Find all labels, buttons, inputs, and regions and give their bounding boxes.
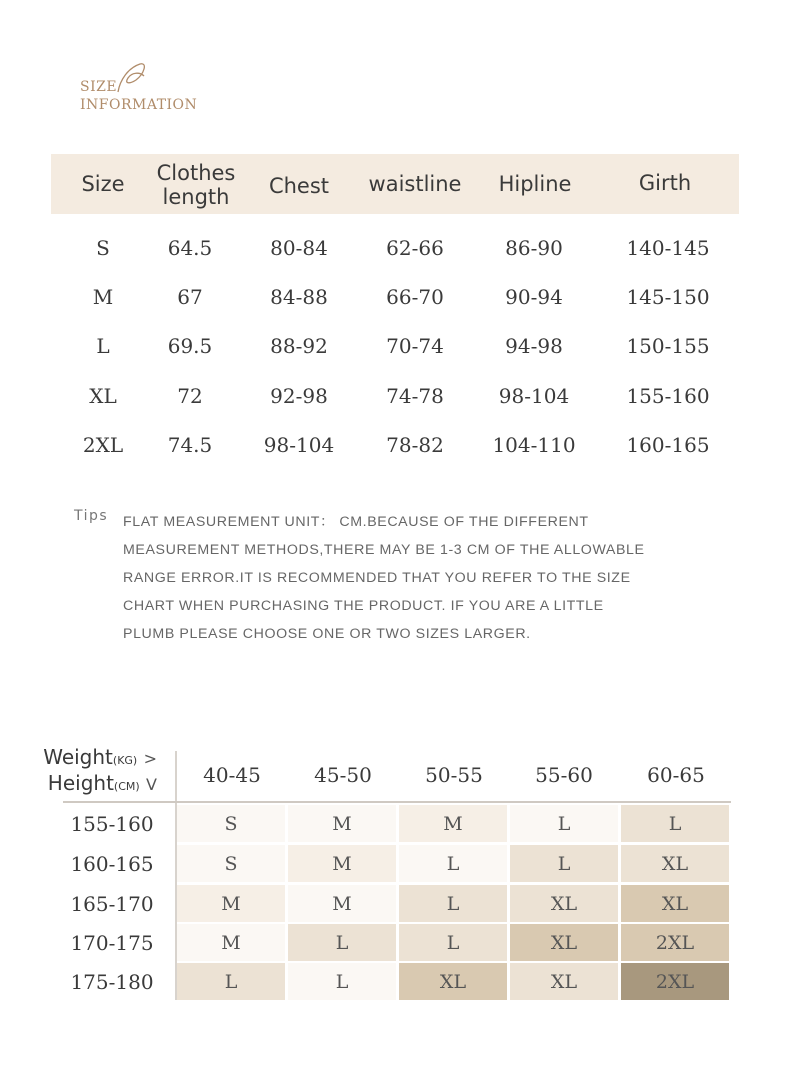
- height-range-header: 155-160: [70, 812, 154, 836]
- height-range-header: 170-175: [70, 931, 154, 955]
- grid-horizontal-divider: [63, 801, 731, 803]
- recommended-size-cell: M: [177, 924, 285, 961]
- measurement-cell: 94-98: [505, 334, 563, 358]
- height-label: [48, 771, 157, 795]
- height-label-text: Height: [47, 771, 114, 795]
- tips-line: MEASUREMENT METHODS,THERE MAY BE 1-3 CM OF THE ALLOWABLE: [123, 542, 645, 558]
- weight-range-header: 50-55: [425, 763, 483, 787]
- measurement-cell: 69.5: [167, 334, 213, 358]
- measurement-cell: 74.5: [167, 433, 213, 457]
- tips-line: FLAT MEASUREMENT UNIT： CM.BECAUSE OF THE DIFFERENT: [123, 514, 589, 530]
- measurement-cell: 67: [177, 285, 203, 309]
- measurement-cell: 145-150: [626, 285, 710, 309]
- recommended-size-cell: S: [177, 805, 285, 842]
- header-clothes-length: [157, 161, 236, 209]
- recommended-size-cell: XL: [510, 885, 618, 922]
- recommended-size-cell: XL: [510, 924, 618, 961]
- recommended-size-cell: M: [288, 845, 396, 882]
- measurement-cell: 92-98: [270, 384, 328, 408]
- measurement-cell: 72: [177, 384, 203, 408]
- tips-text: [123, 508, 733, 648]
- recommended-size-cell: XL: [510, 963, 618, 1000]
- weight-range-header: 55-60: [535, 763, 593, 787]
- weight-label: [43, 745, 157, 769]
- measurement-cell: 62-66: [386, 236, 444, 260]
- measurement-cell: 104-110: [492, 433, 576, 457]
- logo-line-information: INFORMATION: [80, 97, 198, 113]
- measurement-cell: 84-88: [270, 285, 328, 309]
- right-arrow-icon: >: [143, 749, 157, 768]
- size-cell: 2XL: [82, 433, 124, 457]
- recommended-size-cell: L: [399, 924, 507, 961]
- recommended-size-cell: S: [177, 845, 285, 882]
- measurement-cell: 98-104: [263, 433, 335, 457]
- recommended-size-cell: L: [621, 805, 729, 842]
- weight-height-corner: [38, 744, 173, 800]
- header-girth: Girth: [638, 171, 692, 195]
- measurement-cell: 90-94: [505, 285, 563, 309]
- measurement-cell: 74-78: [386, 384, 444, 408]
- down-arrow-icon: V: [146, 775, 157, 794]
- height-range-header: 165-170: [70, 892, 154, 916]
- size-cell: L: [96, 334, 110, 358]
- tips-label: Tips: [74, 508, 109, 524]
- size-information-logo: [80, 62, 220, 118]
- measurement-cell: 155-160: [626, 384, 710, 408]
- recommended-size-cell: L: [510, 805, 618, 842]
- weight-range-header: 60-65: [647, 763, 705, 787]
- recommended-size-cell: M: [288, 885, 396, 922]
- weight-unit: (KG): [112, 754, 138, 767]
- tips-line: CHART WHEN PURCHASING THE PRODUCT. IF YOU ARE A LITTLE: [123, 598, 604, 614]
- tips-line: PLUMB PLEASE CHOOSE ONE OR TWO SIZES LARGER.: [123, 626, 531, 642]
- recommended-size-cell: XL: [399, 963, 507, 1000]
- measurement-cell: 98-104: [498, 384, 570, 408]
- weight-range-header: 45-50: [314, 763, 372, 787]
- weight-range-header: 40-45: [203, 763, 261, 787]
- measurement-cell: 70-74: [386, 334, 444, 358]
- measurement-cell: 66-70: [386, 285, 444, 309]
- header-chest: Chest: [268, 174, 330, 198]
- height-range-header: 160-165: [70, 852, 154, 876]
- measurement-cell: 64.5: [167, 236, 213, 260]
- recommended-size-cell: M: [288, 805, 396, 842]
- measurement-cell: 86-90: [505, 236, 563, 260]
- height-unit: (CM): [113, 780, 140, 793]
- header-hipline: Hipline: [498, 172, 572, 196]
- measurement-cell: 88-92: [270, 334, 328, 358]
- size-cell: XL: [89, 384, 117, 408]
- recommended-size-cell: M: [177, 885, 285, 922]
- recommended-size-cell: L: [288, 963, 396, 1000]
- recommended-size-cell: L: [288, 924, 396, 961]
- size-cell: M: [92, 285, 114, 309]
- measurement-cell: 160-165: [626, 433, 710, 457]
- recommended-size-cell: XL: [621, 885, 729, 922]
- recommended-size-cell: 2XL: [621, 924, 729, 961]
- tips-line: RANGE ERROR.IT IS RECOMMENDED THAT YOU REFER TO THE SIZE: [123, 570, 631, 586]
- height-range-header: 175-180: [70, 970, 154, 994]
- measurement-cell: 150-155: [626, 334, 710, 358]
- recommended-size-cell: M: [399, 805, 507, 842]
- recommended-size-cell: L: [177, 963, 285, 1000]
- weight-label-text: Weight: [43, 745, 113, 769]
- recommended-size-cell: 2XL: [621, 963, 729, 1000]
- leaf-swirl-icon: [114, 62, 154, 96]
- recommended-size-cell: XL: [621, 845, 729, 882]
- logo-line-size: SIZE: [80, 79, 118, 95]
- header-size: Size: [81, 172, 125, 196]
- size-cell: S: [96, 236, 110, 260]
- recommended-size-cell: L: [399, 845, 507, 882]
- measurement-cell: 78-82: [386, 433, 444, 457]
- measurement-cell: 140-145: [626, 236, 710, 260]
- recommended-size-cell: L: [399, 885, 507, 922]
- header-waistline: waistline: [368, 172, 462, 196]
- measurement-cell: 80-84: [270, 236, 328, 260]
- header-clothes-line1: Clothes: [156, 161, 236, 185]
- header-clothes-line2: length: [162, 185, 230, 209]
- recommended-size-cell: L: [510, 845, 618, 882]
